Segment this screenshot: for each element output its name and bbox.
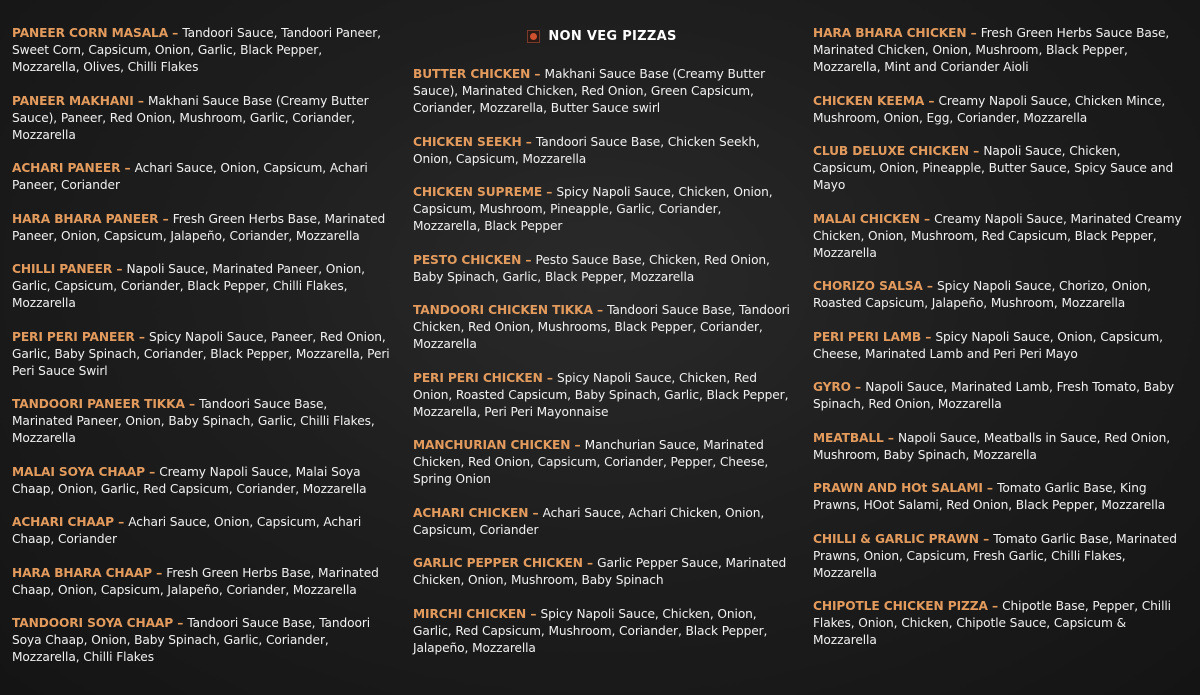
item-name: ACHARI CHAAP <box>12 515 114 529</box>
item-name: BUTTER CHICKEN <box>413 67 531 81</box>
item-name: TANDOORI SOYA CHAAP <box>12 616 174 630</box>
menu-item <box>12 160 390 194</box>
item-description: Manchurian Sauce, Marinated Chicken, Red Onion, Capsicum, Coriander, Pepper, Cheese, Spring Onion <box>413 438 769 486</box>
menu-item <box>813 25 1185 76</box>
item-separator: – <box>883 430 898 445</box>
item-name: PESTO CHICKEN <box>413 252 522 267</box>
menu-item <box>413 252 791 286</box>
item-description: Fresh Green Herbs Sauce Base, Marinated Chicken, Onion, Mushroom, Black Pepper, Mozzarella, Mint and Coriander Aioli <box>813 26 1170 74</box>
item-description: Fresh Green Herbs Base, Marinated Paneer, Onion, Capsicum, Jalapeño, Coriander, Mozzarella <box>12 211 386 243</box>
item-name: PERI PERI LAMB <box>813 329 922 344</box>
menu-item <box>12 396 390 447</box>
item-description: Spicy Napoli Sauce, Chicken, Onion, Garlic, Red Capsicum, Mushroom, Coriander, Black Pepper, Jalapeño, Mozzarella <box>413 606 768 655</box>
menu-item <box>413 134 791 168</box>
menu-item <box>413 437 791 488</box>
item-separator: – <box>184 397 200 411</box>
item-description: Tandoori Sauce Base, Tandoori Chicken, Red Onion, Mushrooms, Black Pepper, Coriander, Mozzarella <box>413 303 790 351</box>
menu-item <box>12 261 390 312</box>
item-name: MIRCHI CHICKEN <box>413 606 527 621</box>
item-description: Tandoori Sauce Base, Chicken Seekh, Onion, Capsicum, Mozzarella <box>413 134 760 166</box>
menu-column-non-veg <box>413 25 791 673</box>
item-name: HARA BHARA PANEER <box>12 211 159 226</box>
item-separator: – <box>526 606 541 621</box>
menu-item <box>12 464 390 498</box>
menu-item <box>12 93 390 144</box>
item-description: Napoli Sauce, Marinated Lamb, Fresh Tomato, Baby Spinach, Red Onion, Mozzarella <box>813 380 1175 411</box>
item-separator: – <box>850 380 866 394</box>
item-name: TANDOORI CHICKEN TIKKA <box>413 303 593 317</box>
item-description: Napoli Sauce, Marinated Paneer, Onion, Garlic, Capsicum, Coriander, Black Pepper, Chilli Flakes, Mozzarella <box>12 262 365 310</box>
item-separator: – <box>966 26 981 40</box>
item-separator: – <box>113 515 129 529</box>
menu-item <box>413 606 791 657</box>
item-separator: – <box>521 134 536 149</box>
menu-item <box>413 184 791 235</box>
item-separator: – <box>570 438 585 452</box>
item-description: Napoli Sauce, Chicken, Capsicum, Onion, Pineapple, Butter Sauce, Spicy Sauce and Mayo <box>813 144 1174 192</box>
item-name: PANEER CORN MASALA <box>12 26 169 40</box>
menu-item <box>413 505 791 539</box>
menu-item <box>12 615 390 666</box>
menu-item <box>813 278 1185 312</box>
menu-item <box>413 370 791 421</box>
item-name: CHICKEN SUPREME <box>413 185 543 199</box>
item-description: Spicy Napoli Sauce, Chicken, Red Onion, Roasted Capsicum, Baby Spinach, Garlic, Black Pepper, Mozzarella, Peri Peri Mayonnaise <box>413 370 789 419</box>
item-description: Spicy Napoli Sauce, Paneer, Red Onion, Garlic, Baby Spinach, Coriander, Black Pepper, Mozzarella, Peri Peri Sauce Swirl <box>12 329 390 378</box>
section-header <box>413 29 791 44</box>
item-separator: – <box>134 329 150 344</box>
item-separator: – <box>978 531 994 546</box>
menu-item <box>813 598 1185 649</box>
menu-column-veg <box>12 25 390 683</box>
item-name: CHICKEN SEEKH <box>413 134 522 149</box>
item-description: Garlic Pepper Sauce, Marinated Chicken, Onion, Mushroom, Baby Spinach <box>413 556 787 587</box>
item-name: TANDOORI PANEER TIKKA <box>12 397 185 411</box>
item-description: Spicy Napoli Sauce, Onion, Capsicum, Cheese, Marinated Lamb and Peri Peri Mayo <box>813 329 1163 361</box>
item-name: PERI PERI PANEER <box>12 329 135 344</box>
menu-item <box>413 302 791 353</box>
item-description: Tandoori Sauce Base, Marinated Paneer, Onion, Baby Spinach, Garlic, Chilli Flakes, Mozzarella <box>12 397 375 445</box>
item-description: Creamy Napoli Sauce, Malai Soya Chaap, Onion, Garlic, Red Capsicum, Coriander, Mozzarella <box>12 464 367 496</box>
item-separator: – <box>530 67 545 81</box>
item-name: CHIPOTLE CHICKEN PIZZA <box>813 599 988 613</box>
item-name: PANEER MAKHANI <box>12 93 134 108</box>
item-name: CHORIZO SALSA <box>813 279 923 293</box>
menu-item <box>813 430 1185 464</box>
item-separator: – <box>521 252 536 267</box>
item-name: ACHARI PANEER <box>12 161 121 175</box>
item-name: PRAWN AND HOt SALAMI <box>813 481 983 495</box>
item-name: MALAI SOYA CHAAP <box>12 464 145 479</box>
menu-item <box>12 565 390 599</box>
item-description: Tomato Garlic Base, Marinated Prawns, Onion, Capsicum, Fresh Garlic, Chilli Flakes, Mozzarella <box>813 531 1177 580</box>
item-description: Makhani Sauce Base (Creamy Butter Sauce), Paneer, Red Onion, Mushroom, Garlic, Coriander, Mozzarella <box>12 93 369 142</box>
item-name: CLUB DELUXE CHICKEN <box>813 144 970 158</box>
item-separator: – <box>144 464 160 479</box>
item-description: Achari Sauce, Achari Chicken, Onion, Capsicum, Coriander <box>413 505 765 537</box>
item-description: Tomato Garlic Base, King Prawns, HOot Salami, Red Onion, Black Pepper, Mozzarella <box>813 481 1166 512</box>
item-description: Spicy Napoli Sauce, Chorizo, Onion, Roasted Capsicum, Jalapeño, Mushroom, Mozzarella <box>813 279 1151 310</box>
item-description: Makhani Sauce Base (Creamy Butter Sauce), Marinated Chicken, Red Onion, Green Capsicum, Coriander, Mozzarella, Butter Sauce swirl <box>413 67 766 115</box>
item-separator: – <box>528 505 543 520</box>
section-title: NON VEG PIZZAS <box>548 29 677 44</box>
item-name: ACHARI CHICKEN <box>413 505 529 520</box>
item-description: Fresh Green Herbs Base, Marinated Chaap, Onion, Capsicum, Jalapeño, Coriander, Mozzarella <box>12 565 379 597</box>
menu-item <box>12 514 390 548</box>
item-description: Achari Sauce, Onion, Capsicum, Achari Chaap, Coriander <box>12 515 362 546</box>
item-separator: – <box>542 370 558 385</box>
item-separator: – <box>152 565 167 580</box>
item-description: Creamy Napoli Sauce, Chicken Mince, Mushroom, Onion, Egg, Coriander, Mozzarella <box>813 93 1166 125</box>
item-name: HARA BHARA CHICKEN <box>813 26 967 40</box>
menu-item <box>813 531 1185 582</box>
item-name: CHILLI & GARLIC PRAWN <box>813 531 979 546</box>
item-description: Napoli Sauce, Meatballs in Sauce, Red Onion, Mushroom, Baby Spinach, Mozzarella <box>813 430 1171 462</box>
item-name: MEATBALL <box>813 430 884 445</box>
menu-item <box>413 555 791 589</box>
menu-item <box>813 480 1185 514</box>
item-separator: – <box>919 211 935 226</box>
item-name: CHICKEN KEEMA <box>813 93 925 108</box>
item-separator: – <box>542 185 557 199</box>
item-description: Tandoori Sauce, Tandoori Paneer, Sweet Corn, Capsicum, Onion, Garlic, Black Pepper, Mozzarella, Olives, Chilli Flakes <box>12 26 381 74</box>
item-separator: – <box>582 556 598 570</box>
item-separator: – <box>168 26 183 40</box>
menu-column-non-veg-continued <box>813 25 1185 666</box>
menu-item <box>813 143 1185 194</box>
menu-item <box>813 329 1185 363</box>
item-name: HARA BHARA CHAAP <box>12 565 153 580</box>
menu-item <box>813 93 1185 127</box>
item-description: Creamy Napoli Sauce, Marinated Creamy Chicken, Onion, Mushroom, Red Capsicum, Black Pepper, Mozzarella <box>813 211 1182 260</box>
item-name: PERI PERI CHICKEN <box>413 370 543 385</box>
item-description: Chipotle Base, Pepper, Chilli Flakes, Onion, Chicken, Chipotle Sauce, Capsicum & Mozzarella <box>813 599 1171 647</box>
item-name: MALAI CHICKEN <box>813 211 920 226</box>
item-description: Tandoori Sauce Base, Tandoori Soya Chaap, Onion, Baby Spinach, Garlic, Coriander, Mozzarella, Chilli Flakes <box>12 616 371 664</box>
item-separator: – <box>969 144 984 158</box>
menu-item <box>12 211 390 245</box>
item-separator: – <box>120 161 135 175</box>
item-separator: – <box>987 599 1003 613</box>
item-separator: – <box>922 279 938 293</box>
item-name: CHILLI PANEER <box>12 262 113 276</box>
item-name: GARLIC PEPPER CHICKEN <box>413 556 583 570</box>
item-description: Spicy Napoli Sauce, Chicken, Onion, Capsicum, Mushroom, Pineapple, Garlic, Coriander, Mozzarella, Black Pepper <box>413 185 773 233</box>
menu-item <box>413 66 791 117</box>
non-veg-marker-icon <box>527 30 540 43</box>
item-separator: – <box>133 93 148 108</box>
item-separator: – <box>592 303 608 317</box>
item-separator: – <box>921 329 936 344</box>
item-separator: – <box>982 481 998 495</box>
menu-item <box>12 25 390 76</box>
item-separator: – <box>173 616 188 630</box>
item-description: Pesto Sauce Base, Chicken, Red Onion, Baby Spinach, Garlic, Black Pepper, Mozzarella <box>413 252 770 284</box>
item-description: Achari Sauce, Onion, Capsicum, Achari Paneer, Coriander <box>12 161 368 192</box>
item-separator: – <box>158 211 173 226</box>
menu-item <box>813 379 1185 413</box>
item-name: GYRO <box>813 380 851 394</box>
menu-item <box>813 211 1185 262</box>
item-separator: – <box>112 262 127 276</box>
item-separator: – <box>924 93 939 108</box>
menu-item <box>12 329 390 380</box>
item-name: MANCHURIAN CHICKEN <box>413 438 571 452</box>
